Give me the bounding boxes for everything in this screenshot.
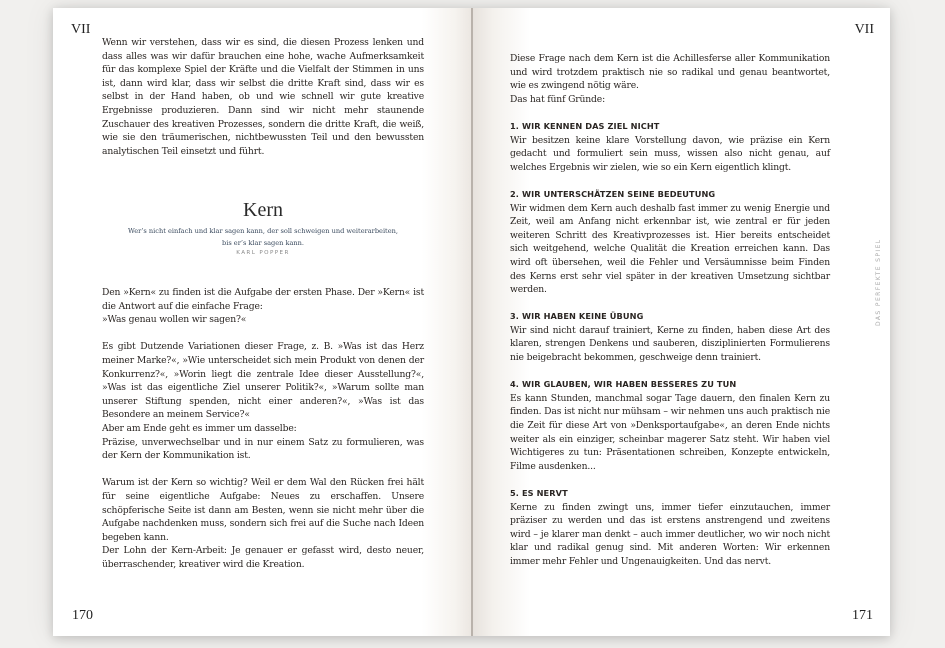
paragraph-gap [510, 174, 830, 188]
paragraph: Diese Frage nach dem Kern ist die Achillesferse aller Kommunikation und wird trotzdem praktisch nie so radikal und genau beantwortet, wie es zwingend nötig wäre. [510, 53, 830, 92]
right-page [472, 8, 890, 636]
paragraph-gap [510, 473, 830, 487]
paragraph: Warum ist der Kern so wichtig? Weil er dem Wal den Rücken frei hält für seine eigentliche Aufgabe: Neues zu erschaffen. Unsere schöpferische Seite ist dann am Besten, wenn sie nicht mehr über die Aufgabe nachdenken muss, sondern sich frei auf die Suche nach Ideen begeben kann. [102, 477, 424, 543]
section-header [102, 198, 424, 256]
running-side-label: DAS PERFEKTE SPIEL [875, 238, 882, 326]
page-number: 171 [852, 608, 873, 623]
paragraph-gap [102, 327, 424, 341]
intro-paragraph [102, 36, 424, 158]
body-text [102, 286, 424, 571]
chapter-numeral: VII [854, 22, 874, 37]
page-number: 170 [72, 608, 93, 623]
paragraph-gap [510, 106, 830, 120]
quote-line: bis er’s klar sagen kann. [221, 239, 305, 247]
chapter-numeral: VII [71, 22, 91, 37]
reason-heading: 1. WIR KENNEN DAS ZIEL NICHT [510, 120, 660, 131]
paragraph: Der Lohn der Kern-Arbeit: Je genauer er gefasst wird, desto neuer, überraschender, kreativer wird die Kreation. [102, 545, 424, 570]
body-text [510, 52, 830, 569]
paragraph-gap [510, 297, 830, 311]
paragraph: Das hat fünf Gründe: [510, 93, 606, 105]
reason-heading: 3. WIR HABEN KEINE ÜBUNG [510, 311, 644, 322]
quote-line: Wer’s nicht einfach und klar sagen kann, der soll schweigen und weiterarbeiten, [128, 227, 398, 235]
paragraph: Es gibt Dutzende Variationen dieser Frage, z. B. »Was ist das Herz meiner Marke?«, »Wie unterscheidet sich mein Produkt von denen der Konkurrenz?«, »Worin liegt die zentrale Idee dieser Ausstellung?«, »Was ist das eigentliche Ziel unserer Politik?«, »Warum sollte man unserer Stiftung spenden, nicht einer anderen?«, »Was ist das Besondere an meinem Service?« [102, 341, 424, 421]
reason-heading: 4. WIR GLAUBEN, WIR HABEN BESSERES ZU TUN [510, 379, 737, 390]
book-spine [471, 8, 473, 636]
epigraph-quote [102, 225, 424, 249]
reason-body: Es kann Stunden, manchmal sogar Tage dauern, den finalen Kern zu finden. Das ist nicht nur mühsam – wir nehmen uns auch praktisch nie die Zeit für diese Art von »Denksportaufgabe«, an deren Ende nichts weiter als ein einziger, scheinbar magerer Satz steht. Wir haben viel Wichtigeres zu tun: Präsentationen schreiben, Konzepte entwickeln, Filme ausdenken... [510, 392, 830, 472]
reason-body: Wir besitzen keine klare Vorstellung davon, wie präzise ein Kern gedacht und formuliert sein muss, wissen also nicht genau, auf welches Ergebnis wir zielen, wie so ein Kern eigentlich klingt. [510, 134, 830, 173]
paragraph: Den »Kern« zu finden ist die Aufgabe der ersten Phase. Der »Kern« ist die Antwort auf die einfache Frage: [102, 287, 424, 312]
book-spread [53, 8, 890, 636]
quote-author: KARL POPPER [236, 250, 290, 256]
left-page [53, 8, 472, 636]
reason-heading: 2. WIR UNTERSCHÄTZEN SEINE BEDEUTUNG [510, 188, 716, 199]
paragraph-gap [102, 463, 424, 477]
paragraph: Wenn wir verstehen, dass wir es sind, die diesen Prozess lenken und dass alles was wir dafür brauchen eine hohe, wache Aufmerksamkeit für das komplexe Spiel der Kräfte und die Vielfalt der Stimmen in uns ist, dann wird klar, dass wir selbst die dritte Kraft sind, dass wir es selbst in der Hand haben, ob und wie schnell wir gute kreative Ergebnisse produzieren. Dann sind wir nicht mehr staunende Zuschauer des kreativen Prozesses, sondern die dritte Kraft, die weiß, wie sie den träumerischen, nichtbewussten Teil und den bewussten analytischen Teil einsetzt und führt. [102, 37, 424, 157]
reason-body: Wir sind nicht darauf trainiert, Kerne zu finden, haben diese Art des klaren, strengen Denkens und sauberen, disziplinierten Formulierens nie beigebracht bekommen, geschweige denn trainiert. [510, 324, 830, 364]
reason-body: Wir widmen dem Kern auch deshalb fast immer zu wenig Energie und Zeit, weil am Anfang nicht erkennbar ist, wie zentral er für jeden weiteren Schritt des Kreativprozesses ist. Hier bereits entscheidet sich weitgehend, welche Qualität die Kreation erreichen kann. Das wird oft übersehen, weil die Fehler und Versäumnisse beim Finden des Kerns erst sehr viel später in der kreativen Umsetzung sichtbar werden. [510, 202, 830, 296]
reason-heading: 5. ES NERVT [510, 488, 568, 498]
section-title: Kern [243, 199, 283, 221]
reason-body: Kerne zu finden zwingt uns, immer tiefer einzutauchen, immer präziser zu werden und das ist erstens anstrengend und zweitens wird – je klarer man denkt – auch immer deutlicher, wo wir noch nicht klar und radikal genug sind. Mit anderen Worten: Wir erkennen immer mehr Fehler und Ungenauigkeiten. Und das nervt. [510, 501, 830, 567]
paragraph-gap [510, 365, 830, 379]
paragraph: »Was genau wollen wir sagen?« [102, 314, 247, 326]
paragraph: Aber am Ende geht es immer um dasselbe: [102, 422, 297, 434]
paragraph: Präzise, unverwechselbar und in nur einem Satz zu formulieren, was der Kern der Kommunikation ist. [102, 436, 424, 462]
